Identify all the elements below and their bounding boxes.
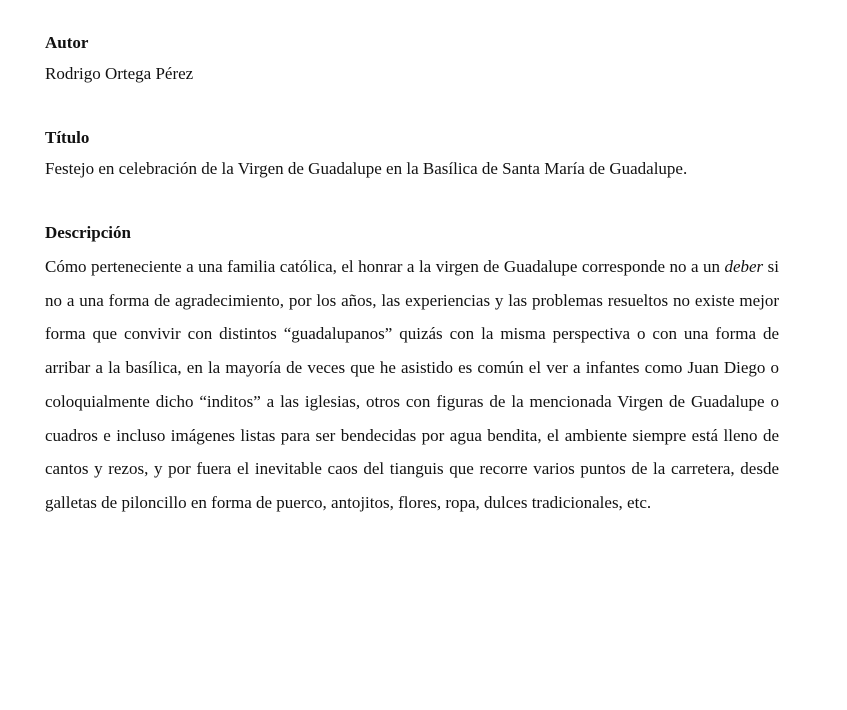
title-heading: Título (45, 128, 90, 147)
section-spacer (45, 186, 779, 219)
section-spacer (45, 91, 779, 124)
author-section (45, 29, 779, 91)
description-section (45, 219, 779, 520)
title-section (45, 124, 779, 186)
description-heading: Descripción (45, 223, 131, 242)
description-paragraph (45, 250, 779, 520)
description-text-rest: si no a una forma de agradecimiento, por los años, las experiencias y las problemas resueltos no existe mejor forma que convivir con distintos “guadalupanos” quizás con la misma perspectiva o con una forma de arribar a la basílica, en la mayoría de veces que he asistido es común el ver a infantes como Juan Diego o coloquialmente dicho “inditos” a las iglesias, otros con figuras de la mencionada Virgen de Guadalupe o cuadros e incluso imágenes listas para ser bendecidas por agua bendita, el ambiente siempre está lleno de cantos y rezos, y por fuera el inevitable caos del tianguis que recorre varios puntos de la carretera, desde galletas de piloncillo en forma de puerco, antojitos, flores, ropa, dulces tradicionales, etc. (45, 257, 779, 512)
author-name: Rodrigo Ortega Pérez (45, 64, 194, 83)
description-emphasis: deber (724, 257, 764, 276)
title-text: Festejo en celebración de la Virgen de Guadalupe en la Basílica de Santa María de Guadalupe. (45, 159, 688, 178)
document-page (45, 29, 779, 520)
description-text-start: Cómo perteneciente a una familia católica, el honrar a la virgen de Guadalupe corresponde no a un (45, 257, 725, 276)
author-heading: Autor (45, 33, 89, 52)
